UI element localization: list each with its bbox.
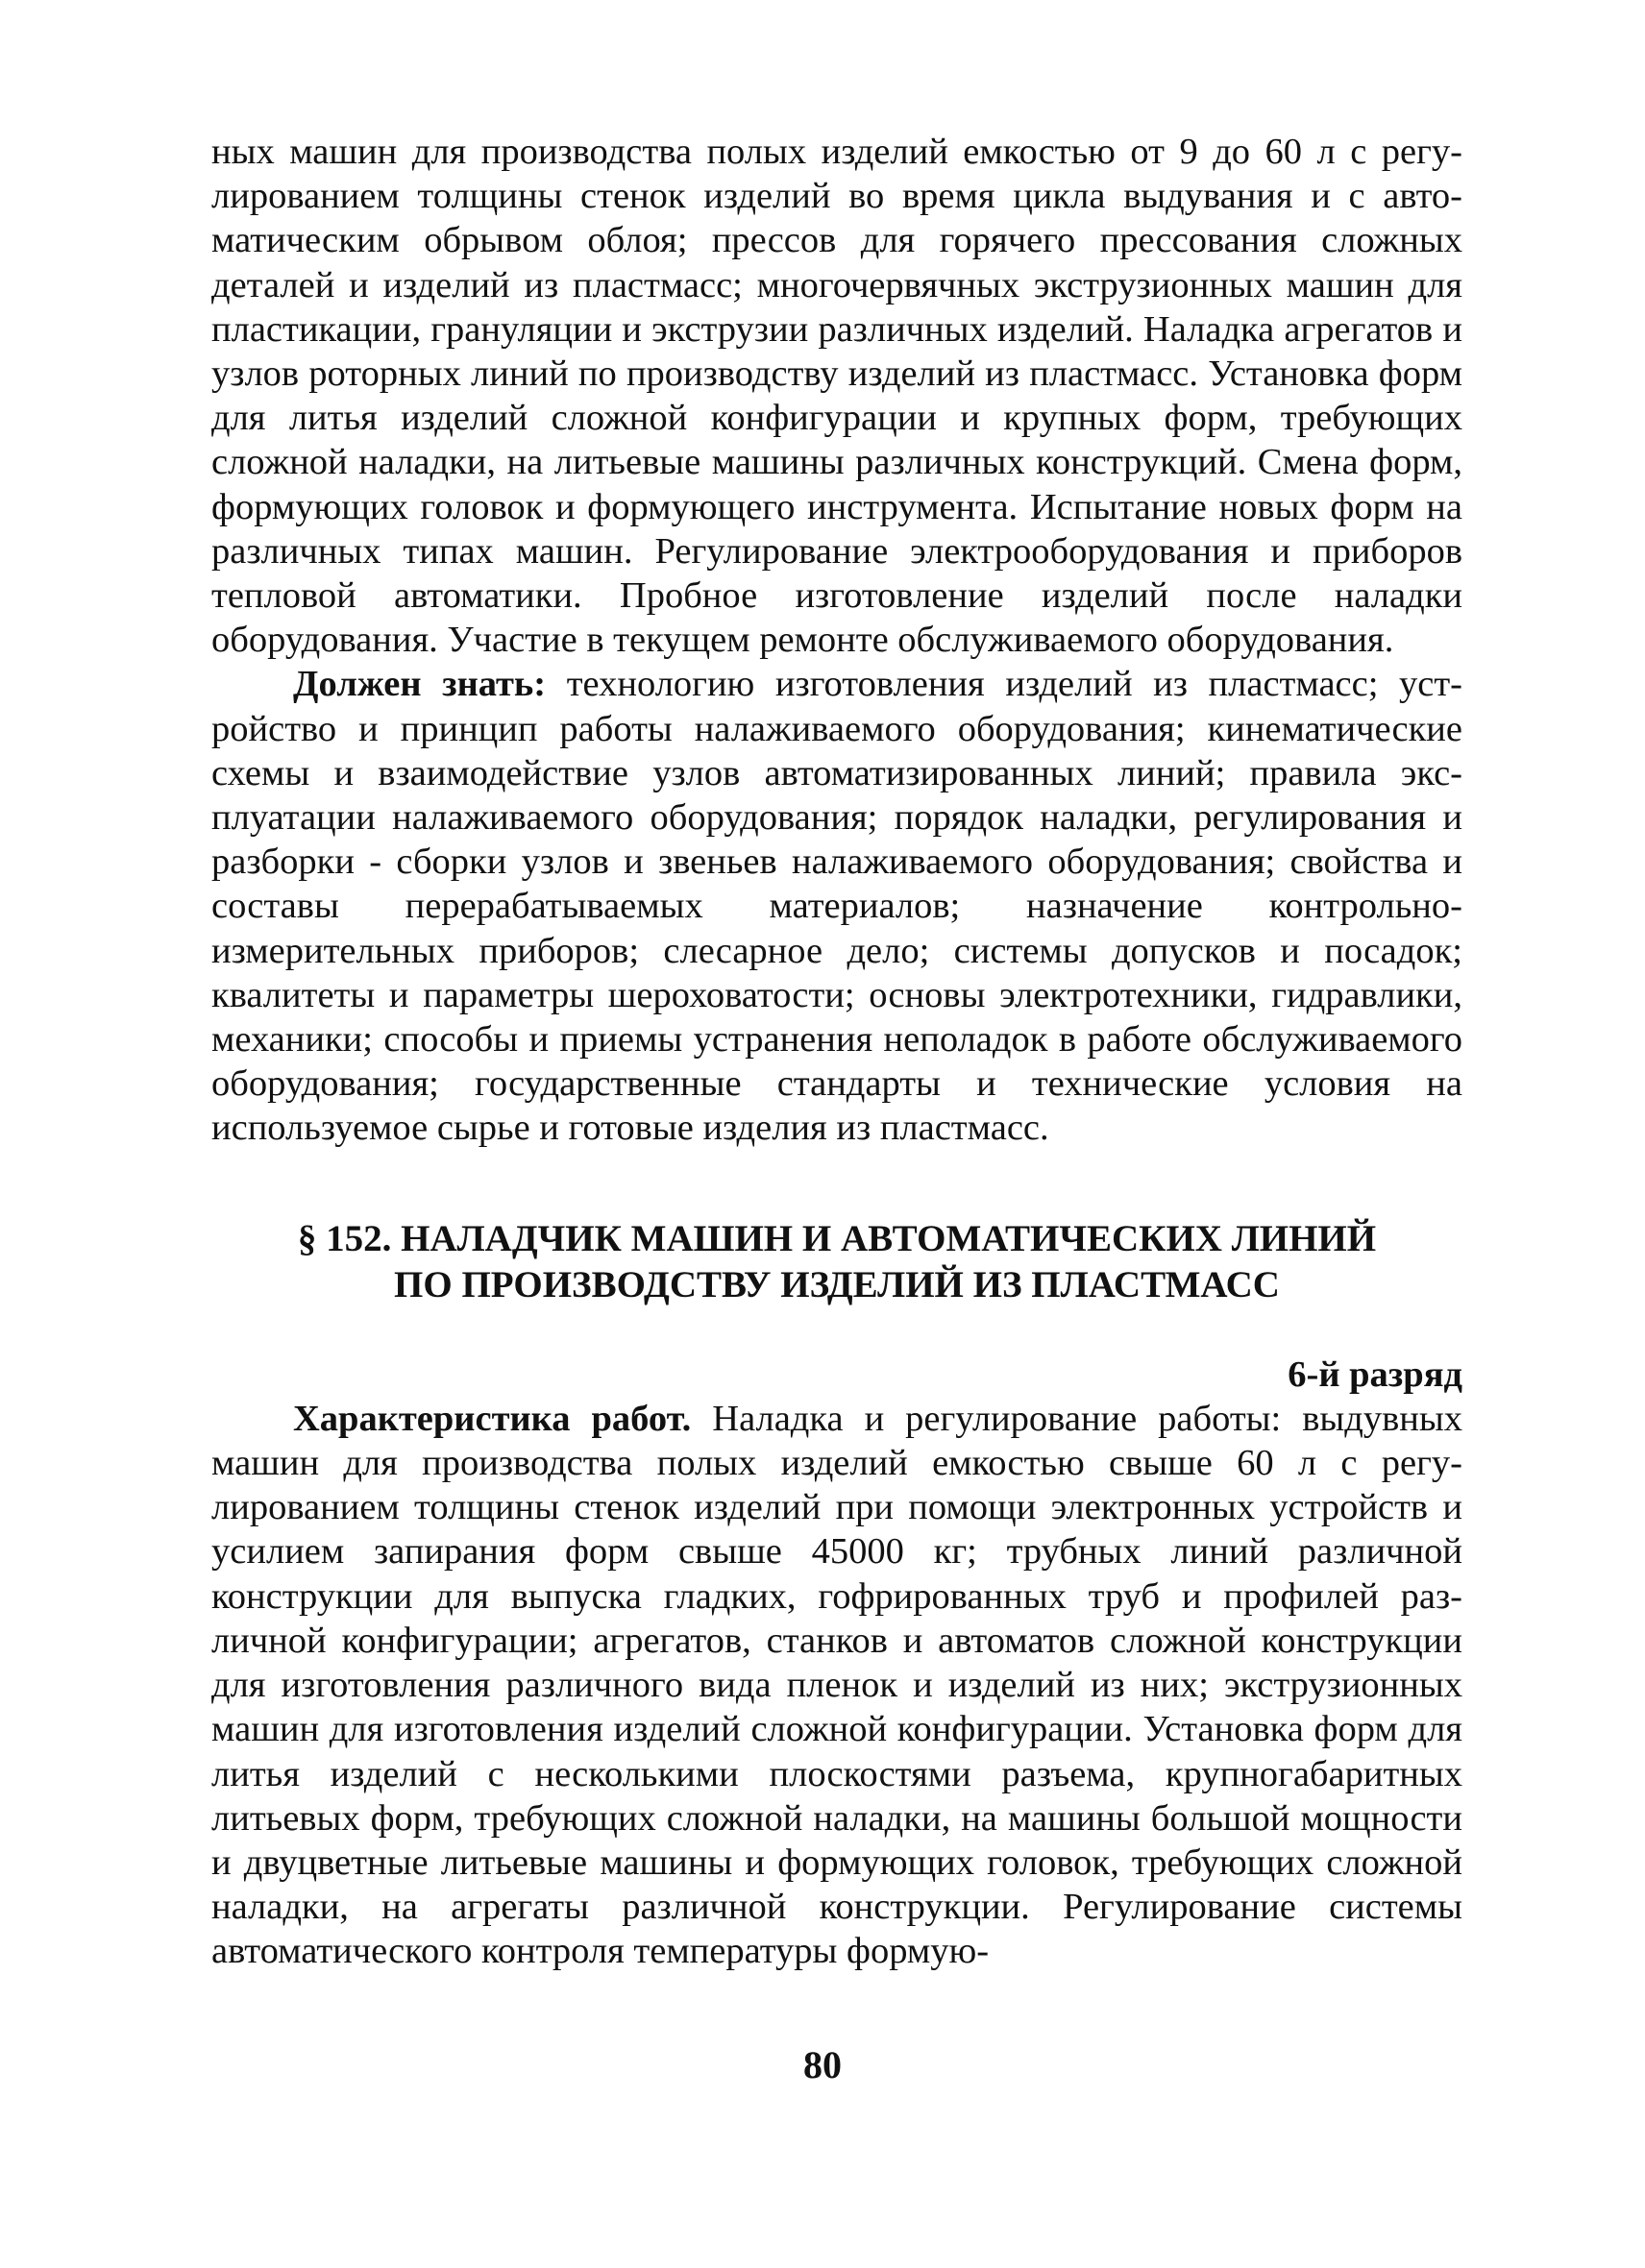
paragraph-continuation: ных машин для производства полых изделий емкостью от 9 до 60 л с регулированием толщины стенок изделий во время цикла выдувания и с автоматическим обрывом облоя; прессов для горячего прессования сложных деталей и изделий из пластмасс; многочервячных экструзионных машин для пластикации, грануляции и экструзии различных изделий. Наладка агрегатов и узлов роторных линий по производству изделий из пластмасс. Установка форм для литья изделий сложной конфигурации и крупных форм, требующих сложной наладки, на литьевые машины различных конструкций. Смена форм, формующих головок и формующего инструмента. Испытание новых форм на различных типах машин. Регулирование электрооборудования и приборов тепловой автоматики. Пробное изготовление изделий после наладки оборудования. Участие в текущем ремонте обслуживаемого оборудования. (211, 132, 1462, 661)
page-number: 80 (803, 2043, 842, 2086)
section-heading-line-1: § 152. НАЛАДЧИК МАШИН И АВТОМАТИЧЕСКИХ ЛИНИЙ (297, 1217, 1377, 1259)
work-characteristics-text: Наладка и регулирование работы: выдувных машин для производства полых изделий емкостью свыше 60 л с регулированием толщины стенок изделий при помощи электронных устройств и усилием запирания форм свыше 45000 кг; трубных линий различной конструкции для выпуска гладких, гофрированных труб и профилей различной конфигурации; агрегатов, станков и автоматов сложной конструкции для изготовления различного вида пленок и изделий из них; экструзионных машин для изготовления изделий сложной конфигурации. Установка форм для литья изделий с несколькими плоскостями разъема, крупногабаритных литьевых форм, требующих сложной наладки, на машины большой мощности и двуцветные литьевые машины и формующих головок, требующих сложной наладки, на агрегаты различной конструкции. Регулирование системы автоматического контроля температуры формую- (211, 1398, 1462, 1972)
knowledge-label: Должен знать: (293, 664, 547, 705)
work-characteristics-paragraph (211, 1397, 1462, 1974)
section-heading-line-2: ПО ПРОИЗВОДСТВУ ИЗДЕЛИЙ ИЗ ПЛАСТМАСС (394, 1263, 1280, 1305)
knowledge-paragraph (211, 662, 1462, 1150)
grade-label: 6-й разряд (1288, 1353, 1462, 1395)
page-content (211, 130, 1462, 1974)
section-heading (211, 1216, 1462, 1308)
knowledge-text: технологию изготовления изделий из пластмасс; устройство и принцип работы налаживаемого оборудования; кинематические схемы и взаимодействие узлов автоматизированных линий; правила эксплуатации налаживаемого оборудования; порядок наладки, регулирования и разборки - сборки узлов и звеньев налаживаемого оборудования; свойства и составы перерабатываемых материалов; назначение контрольно-измерительных приборов; слесарное дело; системы допусков и посадок; квалитеты и параметры шероховатости; основы электротехники, гидравлики, механики; способы и приемы устранения неполадок в работе обслуживаемого оборудования; государственные стандарты и технические условия на используемое сырье и готовые изделия из пластмасс. (211, 664, 1462, 1149)
work-characteristics-label: Характеристика работ. (293, 1398, 692, 1439)
